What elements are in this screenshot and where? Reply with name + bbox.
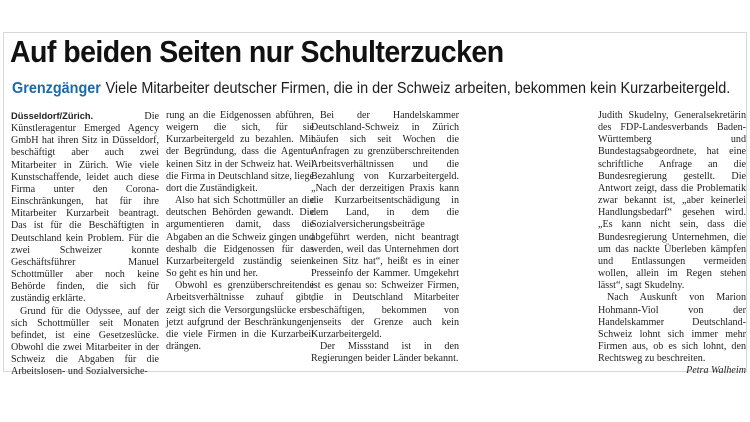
article-column-2 (166, 110, 314, 353)
paragraph: Obwohl es grenzüberschreitende Arbeitsverhältnisse zuhauf gibt, zeigt sich die Versorgungslücke erst jetzt aufgrund der Beschränkungen, die viele Firmen in die Kurzarbeit drängen. (166, 280, 314, 352)
author-byline: Petra Walheim (686, 365, 746, 377)
article-column-4 (598, 110, 746, 377)
paragraph (598, 292, 746, 377)
headline: Auf beiden Seiten nur Schulterzucken (10, 34, 504, 69)
paragraph-text: Nach Auskunft von Marion Hohmann-Viol von der Handelskammer Deutschland-Schweiz lohnt sich immer mehr Firmen aus, ob es sich lohnt, den Rechtsweg zu beschreiten. (598, 292, 746, 365)
paragraph: Also hat sich Schottmüller an die deutschen Behörden gewandt. Die argumentieren damit, dass die Abgaben an die Schweiz gingen und deshalb die Eidgenossen für das Kurzarbeitergeld zuständig seien. So geht es hin und her. (166, 195, 314, 280)
article-column-1 (11, 110, 159, 378)
paragraph-text: Die Künstleragentur Emerged Agency GmbH hat ihren Sitz in Düsseldorf, beschäftigt aber auch zwei Mitarbeiter in Zürich. Wie viele Kunstschaffende, leidet auch diese Firma unter den Corona-Einschränkungen, hat für ihre Mitarbeiter Kurzarbeit beantragt. Das ist für die Beschäftigten in Deutschland kein Problem. Für die zwei Schweizer konnte Geschäftsführer Manuel Schottmüller aber noch keine Behörde finden, die sich für zuständig erklärte. (11, 111, 159, 305)
paragraph: Bei der Handelskammer Deutschland-Schweiz in Zürich häufen sich seit Wochen die Anfragen zu grenzüberschreitenden Arbeitsverhältnissen und die Bezahlung von Kurzarbeitergeld. „Nach der derzeitigen Praxis kann die Kurzarbeitsentschädigung in dem Land, in dem die Sozialversicherungsbeiträge abgeführt werden, nicht beantragt werden, weil das Unternehmen dort keinen Sitz hat“, heißt es in einer Presseinfo der Kammer. Umgekehrt ist es genau so: Schweizer Firmen, die in Deutschland Mitarbeiter beschäftigen, bekommen von jenseits der Grenze auch kein Kurzarbeitergeld. (311, 110, 459, 340)
paragraph: Grund für die Odyssee, auf der sich Schottmüller seit Monaten befindet, ist eine Gesetzeslücke. Obwohl die zwei Mitarbeiter in der Schweiz die Abgaben für die Arbeitslosen- und Sozialversiche- (11, 305, 159, 378)
paragraph: Judith Skudelny, Generalsekretärin des FDP-Landesverbands Baden-Württemberg und Bundestagsabgeordnete, hat eine schriftliche Anfrage an die Bundesregierung gestellt. Die Antwort zeigt, dass die Problematik zwar bekannt ist, „aber keinerlei Handlungsbedarf“ gesehen wird. „Es kann nicht sein, dass die Bundesregierung Unternehmen, die um das nackte Überleben kämpfen und Entlassungen vermeiden wollen, allein im Regen stehen lässt“, sagt Skudelny. (598, 110, 746, 292)
paragraph (11, 110, 159, 306)
kicker: Grenzgänger (12, 80, 101, 97)
paragraph: Der Missstand ist in den Regierungen beider Länder bekannt. (311, 340, 459, 365)
dateline: Düsseldorf/Zürich. (11, 111, 94, 121)
article-column-3 (311, 110, 459, 365)
paragraph: rung an die Eidgenossen abführen, weigern die sich, für sie Kurzarbeitergeld zu bezahlen. Mit der Begründung, dass die Agentur keinen Sitz in der Schweiz hat. Weil die Firma in Deutschland sitze, liege dort die Zuständigkeit. (166, 110, 315, 194)
subheadline-line (12, 80, 730, 98)
subheadline: Viele Mitarbeiter deutscher Firmen, die in der Schweiz arbeiten, bekommen kein Kurzarbeitergeld. (105, 80, 731, 97)
